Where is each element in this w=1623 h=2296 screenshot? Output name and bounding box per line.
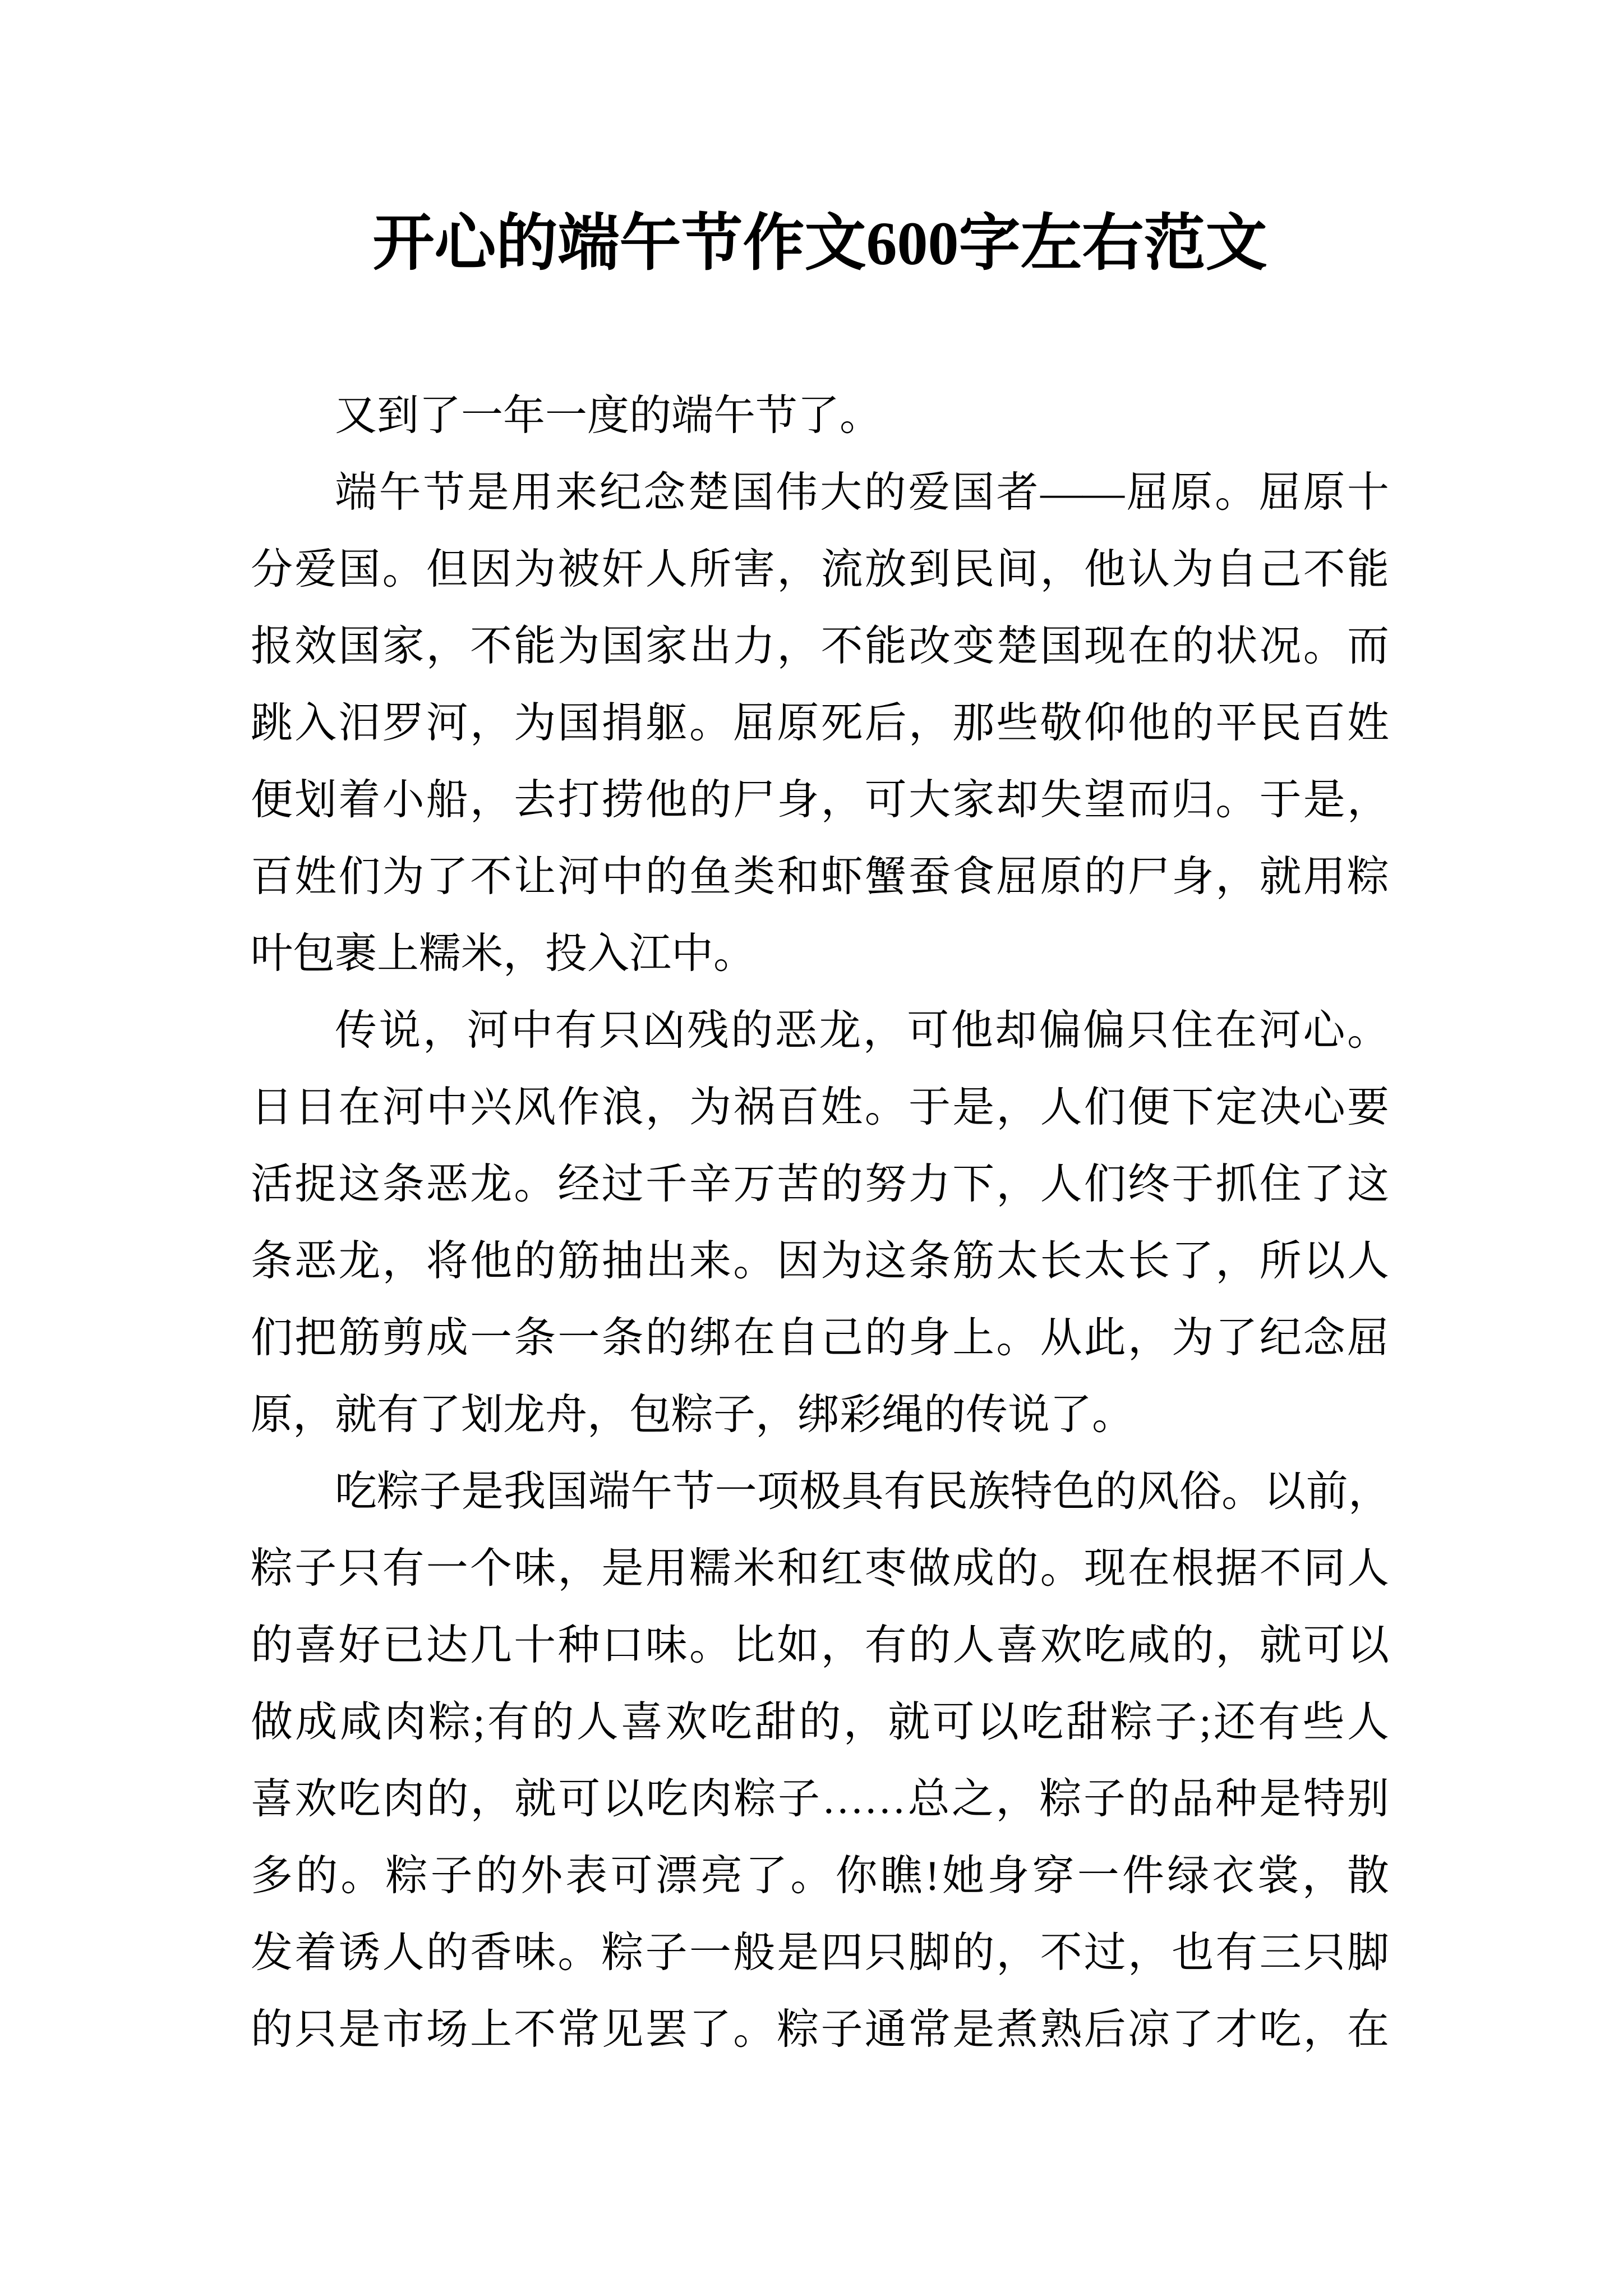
paragraph-line: 喜欢吃肉的，就可以吃肉粽子……总之，粽子的品种是特别: [251, 1776, 1389, 1823]
paragraph-line: 端午节是用来纪念楚国伟大的爱国者——屈原。屈原十: [335, 470, 1389, 516]
paragraph-line: 吃粽子是我国端午节一项极具有民族特色的风俗。以前，: [335, 1469, 1389, 1515]
paragraph-line: 发着诱人的香味。粽子一般是四只脚的，不过，也有三只脚: [251, 1930, 1389, 1976]
paragraph-line: 跳入汨罗河，为国捐躯。屈原死后，那些敬仰他的平民百姓: [251, 700, 1389, 747]
paragraph: [251, 992, 1389, 1453]
paragraph-line: 粽子只有一个味，是用糯米和红枣做成的。现在根据不同人: [251, 1545, 1389, 1592]
paragraph-line: 叶包裹上糯米，投入江中。: [251, 931, 756, 977]
paragraph-line: 多的。粽子的外表可漂亮了。你瞧!她身穿一件绿衣裳，散: [251, 1853, 1389, 1899]
paragraph-line: 们把筋剪成一条一条的绑在自己的身上。从此，为了纪念屈: [251, 1315, 1389, 1361]
paragraph-line: 日日在河中兴风作浪，为祸百姓。于是，人们便下定决心要: [251, 1084, 1389, 1131]
paragraph-line: 活捉这条恶龙。经过千辛万苦的努力下，人们终于抓住了这: [251, 1161, 1389, 1208]
paragraph-line: 做成咸肉粽;有的人喜欢吃甜的，就可以吃甜粽子;还有些人: [251, 1699, 1389, 1746]
paragraph-line: 百姓们为了不让河中的鱼类和虾蟹蚕食屈原的尸身，就用粽: [251, 854, 1389, 900]
paragraph-line: 报效国家，不能为国家出力，不能改变楚国现在的状况。而: [251, 623, 1389, 670]
document-title: 开心的端午节作文600字左右范文: [372, 209, 1267, 278]
paragraph-line: 便划着小船，去打捞他的尸身，可大家却失望而归。于是，: [251, 777, 1389, 823]
paragraph-line: 的喜好已达几十种口味。比如，有的人喜欢吃咸的，就可以: [251, 1622, 1389, 1669]
paragraph: [251, 1453, 1389, 2068]
paragraph-line: 条恶龙，将他的筋抽出来。因为这条筋太长太长了，所以人: [251, 1238, 1389, 1285]
paragraph-line: 原，就有了划龙舟，包粽子，绑彩绳的传说了。: [251, 1392, 1135, 1438]
document-body: [251, 378, 1389, 2068]
paragraph-line: 传说，河中有只凶残的恶龙，可他却偏偏只住在河心。: [335, 1007, 1389, 1054]
paragraph-line: 又到了一年一度的端午节了。: [335, 393, 882, 439]
paragraph-line: 分爱国。但因为被奸人所害，流放到民间，他认为自己不能: [251, 546, 1389, 593]
paragraph: [251, 378, 1389, 454]
paragraph: [251, 454, 1389, 992]
paragraph-line: 的只是市场上不常见罢了。粽子通常是煮熟后凉了才吃，在: [251, 2007, 1389, 2053]
